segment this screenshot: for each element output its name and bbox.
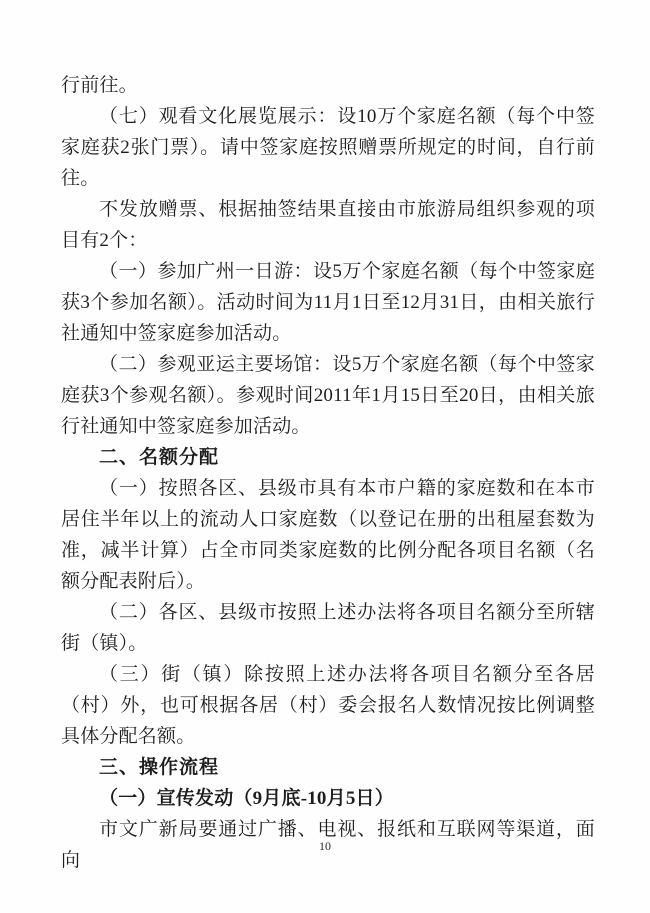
body-paragraph: 行前往。 xyxy=(61,75,138,96)
body-paragraph: （三）街（镇）除按照上述办法将各项目名额分至各居（村）外，也可根据各居（村）委会报名人数情况按比例调整具体分配名额。 xyxy=(61,664,595,747)
heading-paragraph: 二、名额分配 xyxy=(99,447,220,468)
body-paragraph: （二）参观亚运主要场馆：设5万个家庭名额（每个中签家庭获3个参观名额）。参观时间2011年1月15日至20日，由相关旅行社通知中签家庭参加活动。 xyxy=(61,354,595,437)
body-paragraph: （一）按照各区、县级市具有本市户籍的家庭数和在本市居住半年以上的流动人口家庭数（以登记在册的出租屋套数为准，减半计算）占全市同类家庭数的比例分配各项目名额（名额分配表附后）。 xyxy=(61,478,595,592)
body-paragraph: 不发放赠票、根据抽签结果直接由市旅游局组织参观的项目有2个： xyxy=(61,199,595,251)
page-number: 10 xyxy=(319,839,331,853)
body-paragraph: （二）各区、县级市按照上述办法将各项目名额分至所辖街（镇）。 xyxy=(61,602,595,654)
heading-paragraph: 三、操作流程 xyxy=(99,757,220,778)
heading-paragraph: （一）宣传发动（9月底-10月5日） xyxy=(99,788,394,809)
body-paragraph: 市文广新局要通过广播、电视、报纸和互联网等渠道，面向 xyxy=(61,819,595,871)
body-paragraph: （七）观看文化展览展示：设10万个家庭名额（每个中签家庭获2张门票）。请中签家庭按照赠票所规定的时间，自行前往。 xyxy=(61,106,595,189)
body-paragraph: （一）参加广州一日游：设5万个家庭名额（每个中签家庭获3个参加名额）。活动时间为11月1日至12月31日，由相关旅行社通知中签家庭参加活动。 xyxy=(61,261,595,344)
document-body xyxy=(61,70,595,876)
